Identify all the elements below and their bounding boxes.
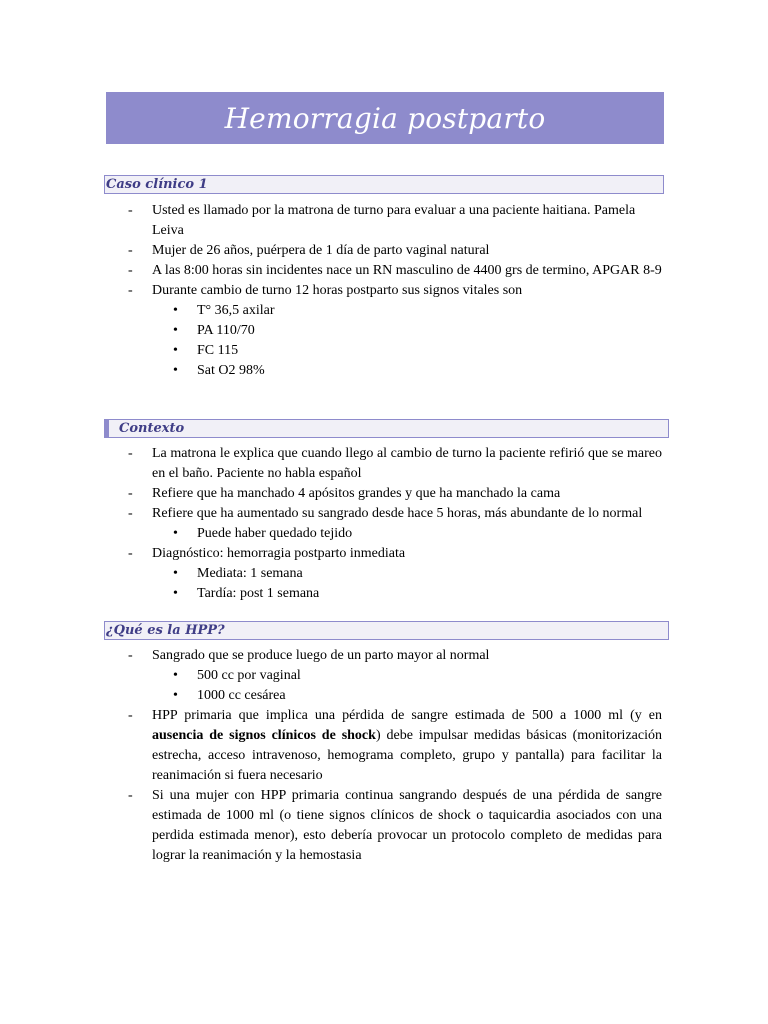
sub-item: • Puede haber quedado tejido — [173, 526, 353, 541]
title-banner — [106, 92, 664, 144]
section-heading-contexto: Contexto — [104, 419, 669, 438]
list-item: - Si una mujer con HPP primaria continua sangrando después de una pérdida de sangre estimada de 1000 ml (o tiene signos clínicos de shock o taquicardia asociados con una perdida estimada menor), esto debería provocar un protocolo completo de medidas para lograr la reanimación y la hemostasia — [128, 788, 662, 863]
list-item: - A las 8:00 horas sin incidentes nace un RN masculino de 4400 grs de termino, APGAR 8-9 — [128, 263, 662, 278]
section-heading-caso-clinico: Caso clínico 1 — [104, 175, 664, 194]
list-item: - HPP primaria que implica una pérdida de sangre estimada de 500 a 1000 ml (y en ausencia de signos clínicos de shock) debe impulsar medidas básicas (monitorización estrecha, acceso intravenoso, hemograma completo, grupo y pantalla) para facilitar la reanimación si fuera necesario — [128, 708, 662, 783]
vital-sign-item: • Sat O2 98% — [173, 363, 265, 378]
vital-sign-item: • T° 36,5 axilar — [173, 303, 275, 318]
vital-sign-item: • PA 110/70 — [173, 323, 255, 338]
list-item: - Sangrado que se produce luego de un parto mayor al normal — [128, 648, 490, 663]
list-item: - Usted es llamado por la matrona de turno para evaluar a una paciente haitiana. Pamela Leiva — [128, 203, 636, 238]
sub-item: • Tardía: post 1 semana — [173, 586, 320, 601]
list-item: - Refiere que ha aumentado su sangrado desde hace 5 horas, más abundante de lo normal — [128, 506, 643, 521]
hpp-list — [128, 646, 662, 866]
list-item: - Diagnóstico: hemorragia postparto inmediata — [128, 546, 406, 561]
list-item: - La matrona le explica que cuando llego al cambio de turno la paciente refirió que se mareo en el baño. Paciente no habla español — [128, 446, 662, 481]
vital-sign-item: • FC 115 — [173, 343, 239, 358]
sub-item: • 500 cc por vaginal — [173, 668, 301, 683]
page-title: Hemorragia postparto — [224, 101, 546, 135]
caso-clinico-list — [128, 201, 662, 381]
list-item: - Refiere que ha manchado 4 apósitos grandes y que ha manchado la cama — [128, 486, 561, 501]
contexto-list — [128, 444, 662, 604]
bold-emphasis: ausencia de signos clínicos de shock — [152, 728, 376, 743]
list-item: - Durante cambio de turno 12 horas postparto sus signos vitales son — [128, 283, 523, 298]
section-heading-que-es-hpp: ¿Qué es la HPP? — [104, 621, 669, 640]
list-item: - Mujer de 26 años, puérpera de 1 día de parto vaginal natural — [128, 243, 490, 258]
sub-item: • 1000 cc cesárea — [173, 688, 286, 703]
sub-item: • Mediata: 1 semana — [173, 566, 303, 581]
